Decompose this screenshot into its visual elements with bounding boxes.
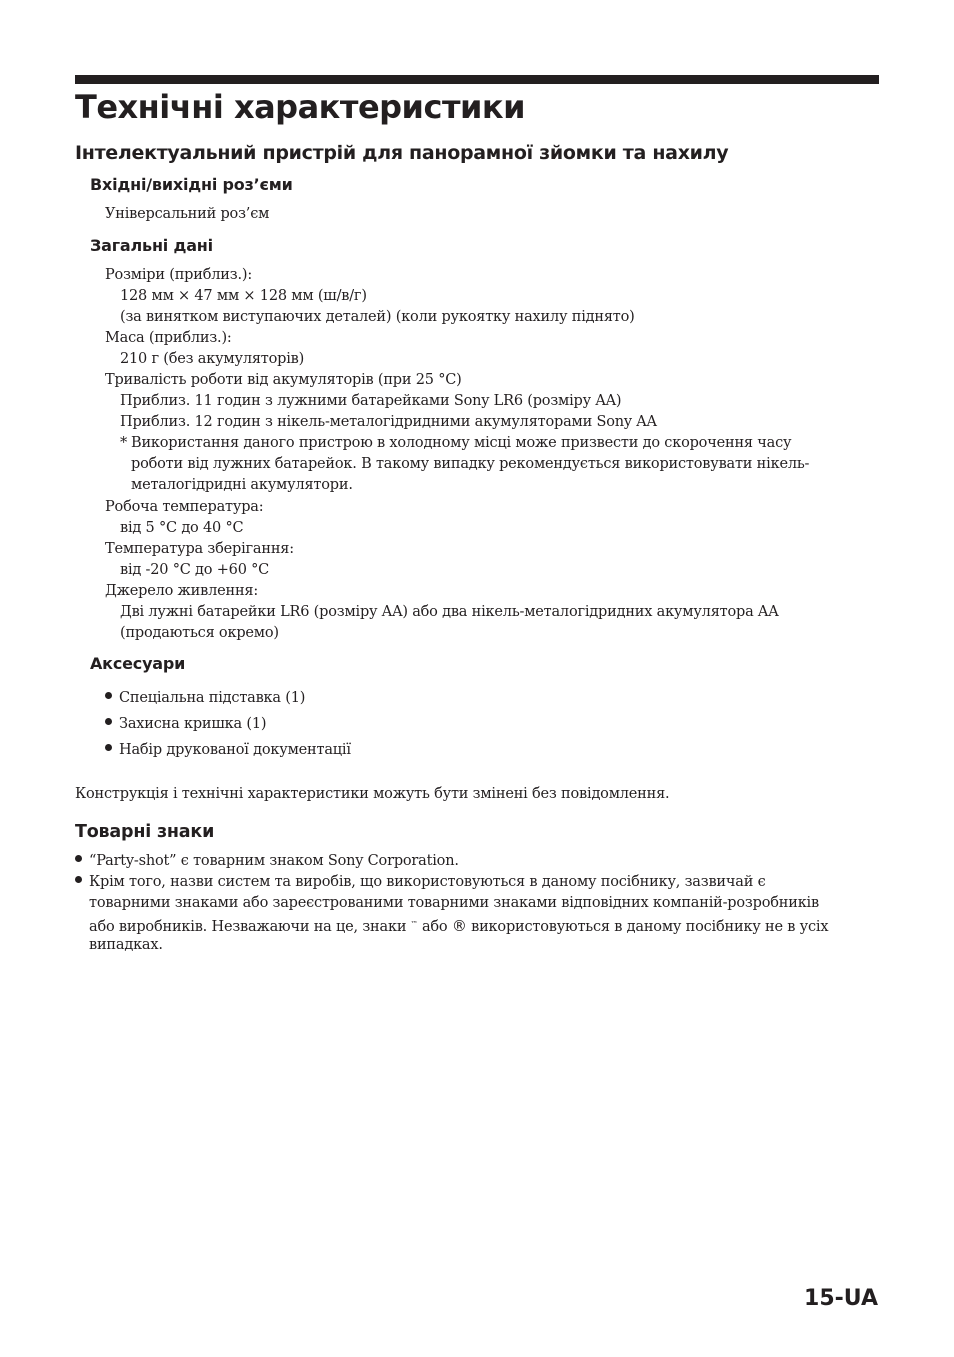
trademark-line-3-end: використовуються в даному посібнику не в усіх [471, 919, 829, 935]
battery-line-nimh: Приблиз. 12 годин з нікель-металогідридними акумуляторами Sony AA [120, 414, 657, 430]
registered-symbol: ® [451, 917, 467, 935]
trademark-line-3-start: або виробників. Незважаючи на це, знаки [89, 919, 407, 935]
dimensions-label: Розміри (приблиз.): [105, 267, 252, 283]
design-change-note: Конструкція і технічні характеристики можуть бути змінені без повідомлення. [75, 786, 670, 802]
mass-value: 210 г (без акумуляторів) [120, 351, 305, 367]
op-temp-label: Робоча температура: [105, 499, 264, 515]
general-heading: Загальні дані [90, 236, 213, 255]
bullet-icon [75, 876, 82, 883]
note-asterisk: * [120, 435, 128, 451]
dimensions-value: 128 мм × 47 мм × 128 мм (ш/в/г) [120, 288, 367, 304]
trademark-item-2-line-4: випадках. [89, 937, 163, 953]
note-line-1: Використання даного пристрою в холодному місці може призвести до скорочення часу [131, 435, 792, 451]
accessory-item-stand: Спеціальна підставка (1) [119, 690, 306, 706]
io-connector: Універсальний роз’єм [105, 206, 270, 222]
storage-temp-value: від -20 °C до +60 °C [120, 562, 270, 578]
battery-line-alkaline: Приблиз. 11 годин з лужними батарейками Sony LR6 (розміру AA) [120, 393, 622, 409]
trademark-item-2-line-3 [89, 914, 828, 938]
power-line-1: Дві лужні батарейки LR6 (розміру AA) або два нікель-металогідридних акумулятора AA [120, 604, 779, 620]
bullet-icon [105, 718, 112, 725]
bullet-icon [105, 744, 112, 751]
power-line-2: (продаються окремо) [120, 625, 279, 641]
trademark-line-3-or: або [421, 919, 448, 935]
header-rule [75, 75, 879, 84]
op-temp-value: від 5 °C до 40 °C [120, 520, 244, 536]
trademark-item-2-line-2: товарними знаками або зареєстрованими товарними знаками відповідних компаній-розробників [89, 895, 819, 911]
io-heading: Вхідні/вихідні роз’єми [90, 175, 293, 194]
section-subtitle: Інтелектуальний пристрій для панорамної зйомки та нахилу [75, 142, 729, 164]
page-number: 15-UA [804, 1286, 878, 1311]
accessories-heading: Аксесуари [90, 654, 186, 673]
trademark-item-1: “Party-shot” є товарним знаком Sony Corporation. [89, 853, 459, 869]
dimensions-note: (за винятком виступаючих деталей) (коли рукоятку нахилу піднято) [120, 309, 635, 325]
bullet-icon [105, 692, 112, 699]
tm-symbol: ™ [410, 920, 418, 928]
accessory-item-docs: Набір друкованої документації [119, 742, 351, 758]
trademarks-heading: Товарні знаки [75, 822, 215, 842]
storage-temp-label: Температура зберігання: [105, 541, 294, 557]
accessory-item-cover: Захисна кришка (1) [119, 716, 267, 732]
power-label: Джерело живлення: [105, 583, 259, 599]
page-title: Технічні характеристики [75, 88, 526, 126]
mass-label: Маса (приблиз.): [105, 330, 232, 346]
trademark-item-2-line-1: Крім того, назви систем та виробів, що використовуються в даному посібнику, зазвичай є [89, 874, 766, 890]
note-line-2: роботи від лужних батарейок. В такому випадку рекомендується використовувати нікель- [131, 456, 810, 472]
battery-label: Тривалість роботи від акумуляторів (при 25 °C) [105, 372, 462, 388]
bullet-icon [75, 855, 82, 862]
note-line-3: металогідридні акумулятори. [131, 477, 353, 493]
